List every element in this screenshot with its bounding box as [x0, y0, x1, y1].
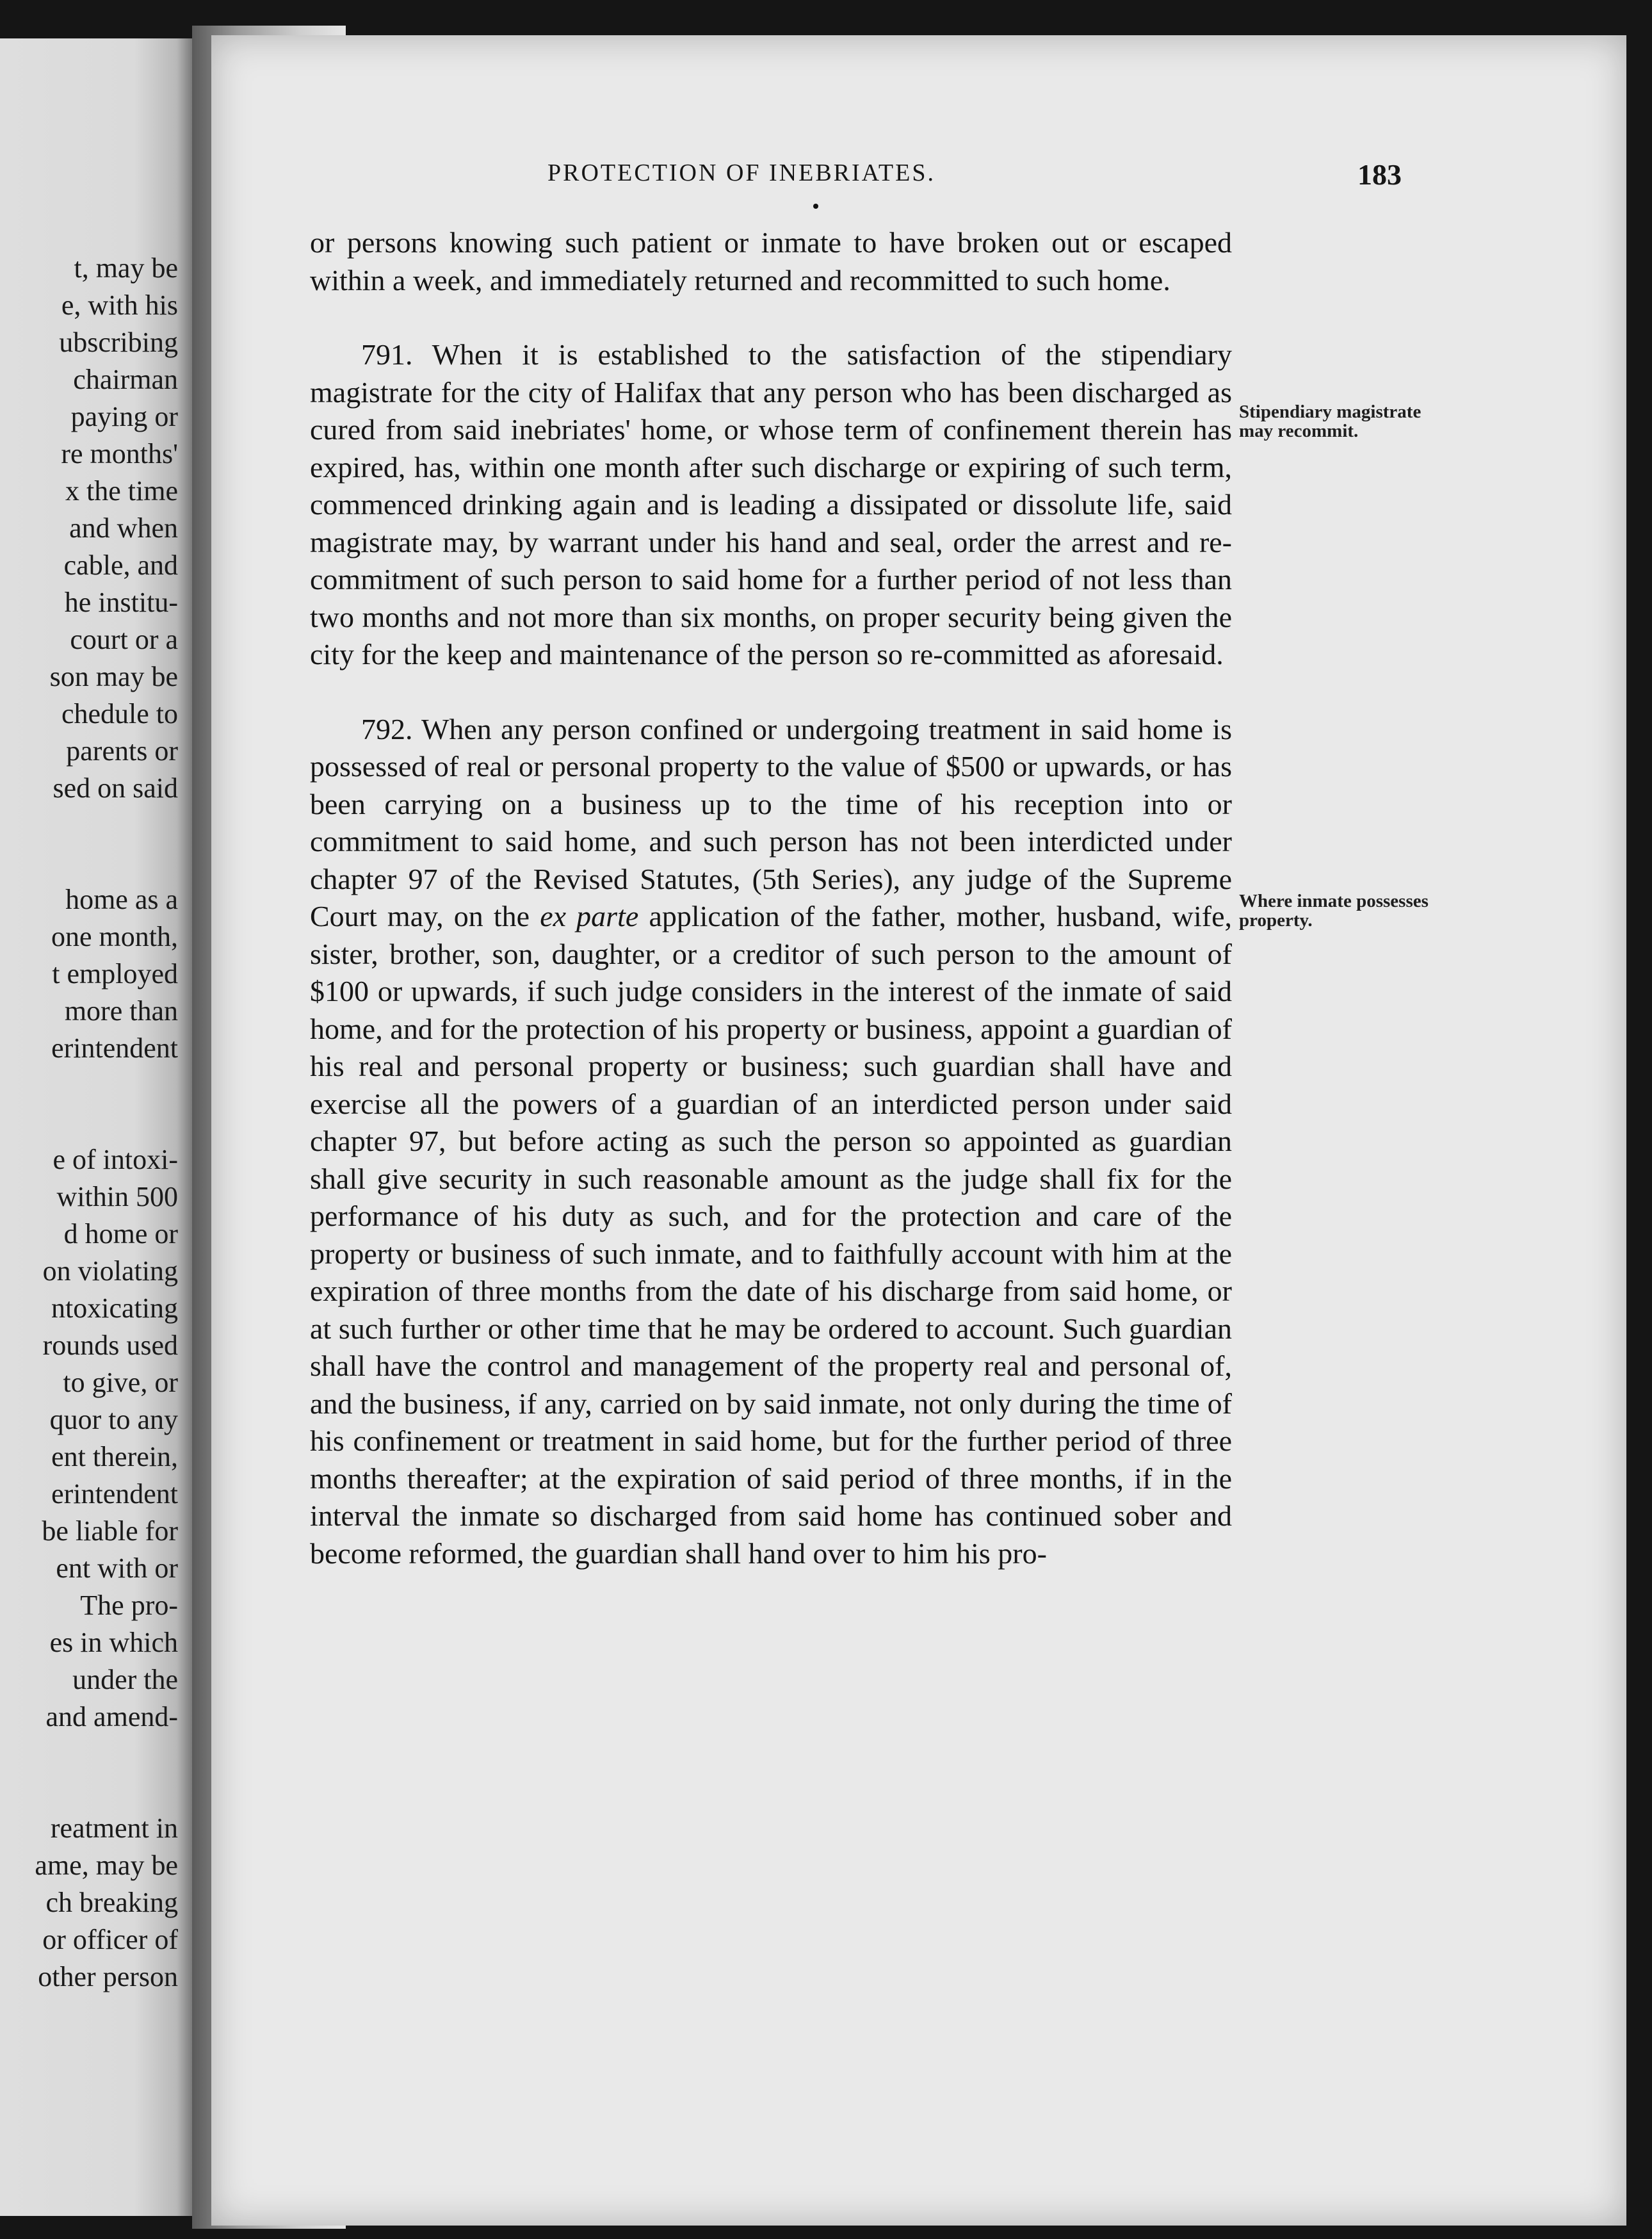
- left-line: rounds used: [42, 1330, 178, 1361]
- left-line: t employed: [52, 958, 178, 989]
- left-line: home as a: [65, 884, 178, 915]
- left-line: ame, may be: [35, 1850, 178, 1881]
- ink-speck: [813, 204, 818, 209]
- left-line: be liable for: [42, 1515, 178, 1547]
- left-line: erintendent: [51, 1478, 178, 1510]
- left-line: ent with or: [56, 1552, 178, 1584]
- section-text: When it is established to the satisfaction of the stipendiary magistrate for the city of Halifax that any person who has been discharged as cured from said inebriates' home, or whose term of confinement therein has expired, has, within one month after such discharge or expiring of such term, commenced drinking again and is leading a dissipated or dissolute life, said magistrate may, by warrant under his hand and seal, order the arrest and re-commitment of such person to said home for a further period of not less than two months and not more than six months, on proper security being given the city for the keep and maintenance of the person so re-committed as aforesaid.: [310, 338, 1232, 671]
- section-text: When any person confined or undergoing treatment in said home is possessed of real or personal property to the value of $500 or upwards, or has been carrying on a business up to the time of his reception into or commitment to said home, and such person has not been interdicted under chapter 97 of the Revised Statutes, (5th Series), any judge of the Supreme Court may, on the: [310, 712, 1232, 932]
- left-line: ent therein,: [51, 1441, 178, 1472]
- section-number: 791.: [361, 338, 413, 371]
- sidenote-791: Stipendiary magistrate may recommit.: [1239, 402, 1421, 441]
- left-gap: [0, 807, 178, 881]
- latin-phrase: ex parte: [540, 900, 639, 932]
- left-line: chedule to: [61, 698, 178, 729]
- section-number: 792.: [361, 712, 413, 745]
- left-line: on violating: [42, 1255, 178, 1287]
- left-line: quor to any: [49, 1404, 178, 1435]
- left-page-text: [0, 250, 178, 1996]
- left-line: under the: [72, 1664, 178, 1695]
- continuation-paragraph: or persons knowing such patient or inmate to have broken out or escaped within a week, and immediately returned and recommitted to such home.: [310, 226, 1232, 297]
- left-gap: [0, 1736, 178, 1810]
- left-line: within 500: [56, 1181, 178, 1212]
- left-line: ntoxicating: [51, 1292, 178, 1324]
- left-line: to give, or: [63, 1367, 178, 1398]
- left-line: and amend-: [45, 1701, 178, 1732]
- left-line: son may be: [49, 661, 178, 692]
- left-line: The pro-: [80, 1590, 178, 1621]
- left-line: more than: [64, 995, 178, 1027]
- body-text: [310, 224, 1232, 1572]
- left-line: or officer of: [42, 1924, 178, 1955]
- left-line: court or a: [70, 624, 178, 655]
- left-line: re months': [61, 438, 178, 469]
- section-791: [310, 336, 1232, 674]
- left-line: other person: [38, 1961, 178, 1992]
- left-line: t, may be: [74, 252, 178, 284]
- left-line: e of intoxi-: [53, 1144, 178, 1175]
- left-line: paying or: [70, 401, 178, 432]
- left-line: sed on said: [53, 772, 178, 804]
- section-792: [310, 711, 1232, 1573]
- left-line: d home or: [63, 1218, 178, 1250]
- left-line: parents or: [66, 735, 178, 767]
- left-line: ubscribing: [59, 327, 178, 358]
- left-line: chairman: [73, 364, 178, 395]
- left-line: one month,: [51, 921, 178, 952]
- left-line: reatment in: [50, 1812, 178, 1844]
- left-line: ch breaking: [45, 1887, 178, 1918]
- left-line: es in which: [49, 1627, 178, 1658]
- section-text: application of the father, mother, husband, wife, sister, brother, son, daughter, or a creditor of such person to the amount of $100 or upwards, if such judge considers in the interest of the inmate of said home, and for the protection of his property or business, appoint a guardian of his real and personal property or business; such guardian shall have and exercise all the powers of a guardian of an interdicted person under said chapter 97, but before acting as such the person so appointed as guardian shall give security in such reasonable amount as the judge shall fix for the performance of his duty as such, and for the protection and care of the property or business of such inmate, and to faithfully account with him at the expiration of three months from the date of his discharge from said home, or at such further or other time that he may be ordered to account. Such guardian shall have the control and management of the property real and personal of, and the business, if any, carried on by said inmate, not only during the time of his confinement or treatment in said home, but for the further period of three months thereafter; at the expiration of said period of three months, if in the interval the inmate so discharged from said home has continued sober and become reformed, the guardian shall hand over to him his pro-: [310, 900, 1233, 1570]
- page-number: 183: [1357, 158, 1402, 191]
- left-gap: [0, 1067, 178, 1141]
- left-line: he institu-: [64, 587, 178, 618]
- left-line: e, with his: [61, 289, 178, 321]
- left-line: cable, and: [63, 550, 178, 581]
- left-line: x the time: [65, 475, 178, 507]
- left-page: [0, 38, 192, 2216]
- left-line: and when: [69, 512, 178, 544]
- sidenote-792: Where inmate possesses property.: [1239, 891, 1429, 931]
- running-head: PROTECTION OF INEBRIATES.: [547, 159, 935, 186]
- left-line: erintendent: [51, 1032, 178, 1064]
